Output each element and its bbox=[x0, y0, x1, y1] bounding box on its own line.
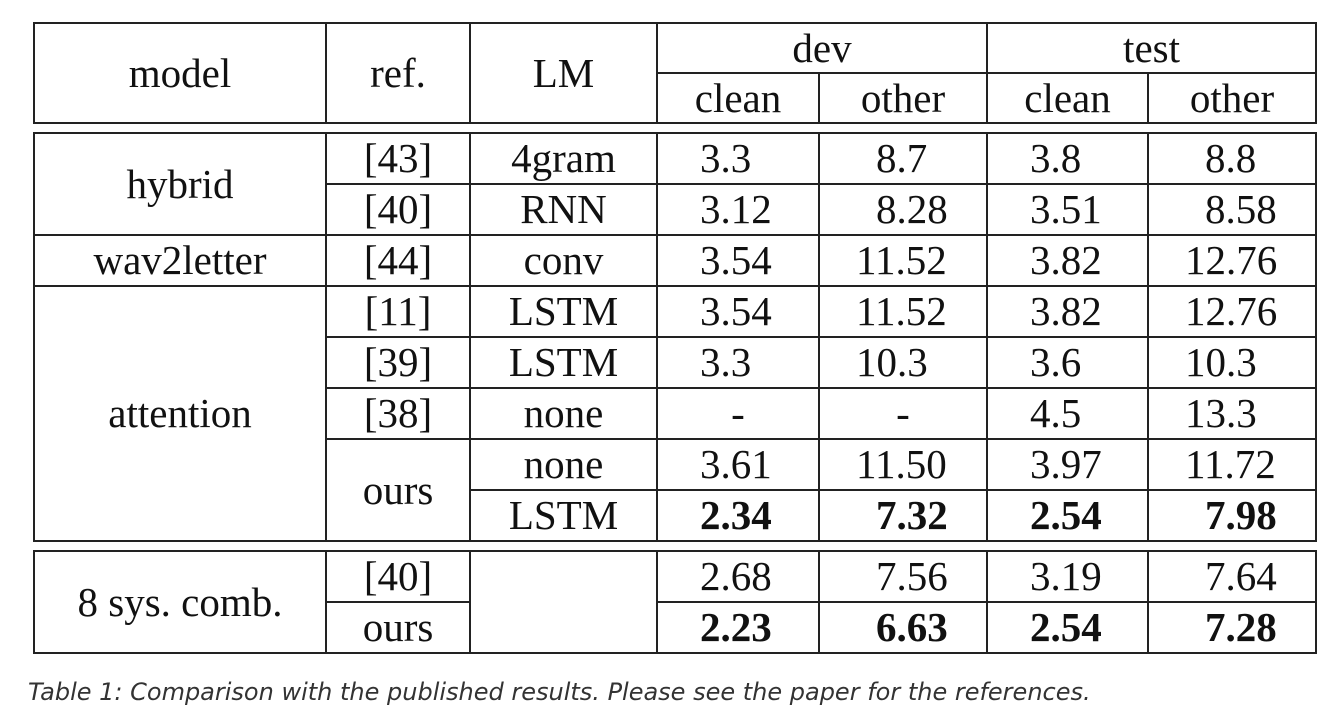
test-clean-cell: 3.19 bbox=[987, 551, 1148, 602]
dev-clean-cell: - bbox=[657, 388, 819, 439]
ref-cell: [39] bbox=[326, 337, 470, 388]
gap-cell bbox=[34, 123, 1316, 133]
ref-cell: [38] bbox=[326, 388, 470, 439]
dev-other-cell: 11.50 bbox=[819, 439, 987, 490]
lm-cell-empty bbox=[470, 551, 657, 653]
model-attention: attention bbox=[34, 286, 326, 541]
test-clean-cell: 3.6 bbox=[987, 337, 1148, 388]
model-wav2letter: wav2letter bbox=[34, 235, 326, 286]
dev-clean-cell: 3.3 bbox=[657, 133, 819, 184]
test-other-cell: 12.76 bbox=[1148, 286, 1316, 337]
gap-cell bbox=[34, 541, 1316, 551]
ref-cell: [40] bbox=[326, 551, 470, 602]
model-hybrid: hybrid bbox=[34, 133, 326, 235]
test-other-cell: 7.64 bbox=[1148, 551, 1316, 602]
test-other-cell: 7.98 bbox=[1148, 490, 1316, 541]
header-dev-clean: clean bbox=[657, 73, 819, 123]
lm-cell: conv bbox=[470, 235, 657, 286]
header-dev-other: other bbox=[819, 73, 987, 123]
dev-other-cell: 11.52 bbox=[819, 286, 987, 337]
separator-gap bbox=[34, 541, 1316, 551]
test-clean-cell: 4.5 bbox=[987, 388, 1148, 439]
test-clean-cell: 3.97 bbox=[987, 439, 1148, 490]
dev-other-cell: 8.7 bbox=[819, 133, 987, 184]
ref-cell: [40] bbox=[326, 184, 470, 235]
lm-cell: none bbox=[470, 439, 657, 490]
dev-other-cell: 8.28 bbox=[819, 184, 987, 235]
dev-clean-cell: 3.61 bbox=[657, 439, 819, 490]
dev-clean-cell: 3.54 bbox=[657, 235, 819, 286]
ref-cell: [44] bbox=[326, 235, 470, 286]
dev-clean-cell: 2.23 bbox=[657, 602, 819, 653]
lm-cell: LSTM bbox=[470, 286, 657, 337]
test-other-cell: 8.8 bbox=[1148, 133, 1316, 184]
model-sys-comb: 8 sys. comb. bbox=[34, 551, 326, 653]
lm-cell: RNN bbox=[470, 184, 657, 235]
test-other-cell: 7.28 bbox=[1148, 602, 1316, 653]
header-test-other: other bbox=[1148, 73, 1316, 123]
test-clean-cell: 3.82 bbox=[987, 286, 1148, 337]
dev-clean-cell: 2.34 bbox=[657, 490, 819, 541]
dev-other-cell: 7.32 bbox=[819, 490, 987, 541]
ref-cell: [11] bbox=[326, 286, 470, 337]
dev-other-cell: 7.56 bbox=[819, 551, 987, 602]
results-table bbox=[33, 22, 1317, 654]
results-table-wrapper bbox=[33, 22, 1315, 654]
lm-cell: 4gram bbox=[470, 133, 657, 184]
lm-cell: LSTM bbox=[470, 490, 657, 541]
test-other-cell: 12.76 bbox=[1148, 235, 1316, 286]
dev-other-cell: 10.3 bbox=[819, 337, 987, 388]
ref-cell: [43] bbox=[326, 133, 470, 184]
test-other-cell: 11.72 bbox=[1148, 439, 1316, 490]
table-caption: Table 1: Comparison with the published results. Please see the paper for the references. bbox=[28, 678, 1091, 706]
ref-cell: ours bbox=[326, 602, 470, 653]
test-other-cell: 10.3 bbox=[1148, 337, 1316, 388]
header-ref: ref. bbox=[326, 23, 470, 123]
test-other-cell: 13.3 bbox=[1148, 388, 1316, 439]
table-row bbox=[34, 235, 1316, 286]
dev-other-cell: 6.63 bbox=[819, 602, 987, 653]
lm-cell: none bbox=[470, 388, 657, 439]
test-clean-cell: 3.82 bbox=[987, 235, 1148, 286]
lm-cell: LSTM bbox=[470, 337, 657, 388]
table-row bbox=[34, 133, 1316, 184]
dev-clean-cell: 3.54 bbox=[657, 286, 819, 337]
dev-other-cell: 11.52 bbox=[819, 235, 987, 286]
test-clean-cell: 2.54 bbox=[987, 490, 1148, 541]
header-row-1 bbox=[34, 23, 1316, 73]
header-model: model bbox=[34, 23, 326, 123]
test-other-cell: 8.58 bbox=[1148, 184, 1316, 235]
dev-other-cell: - bbox=[819, 388, 987, 439]
ref-ours-cell: ours bbox=[326, 439, 470, 541]
separator-gap bbox=[34, 123, 1316, 133]
header-dev: dev bbox=[657, 23, 987, 73]
dev-clean-cell: 3.12 bbox=[657, 184, 819, 235]
table-row bbox=[34, 286, 1316, 337]
test-clean-cell: 3.8 bbox=[987, 133, 1148, 184]
dev-clean-cell: 2.68 bbox=[657, 551, 819, 602]
table-row bbox=[34, 551, 1316, 602]
dev-clean-cell: 3.3 bbox=[657, 337, 819, 388]
header-test: test bbox=[987, 23, 1316, 73]
header-lm: LM bbox=[470, 23, 657, 123]
test-clean-cell: 3.51 bbox=[987, 184, 1148, 235]
header-test-clean: clean bbox=[987, 73, 1148, 123]
test-clean-cell: 2.54 bbox=[987, 602, 1148, 653]
